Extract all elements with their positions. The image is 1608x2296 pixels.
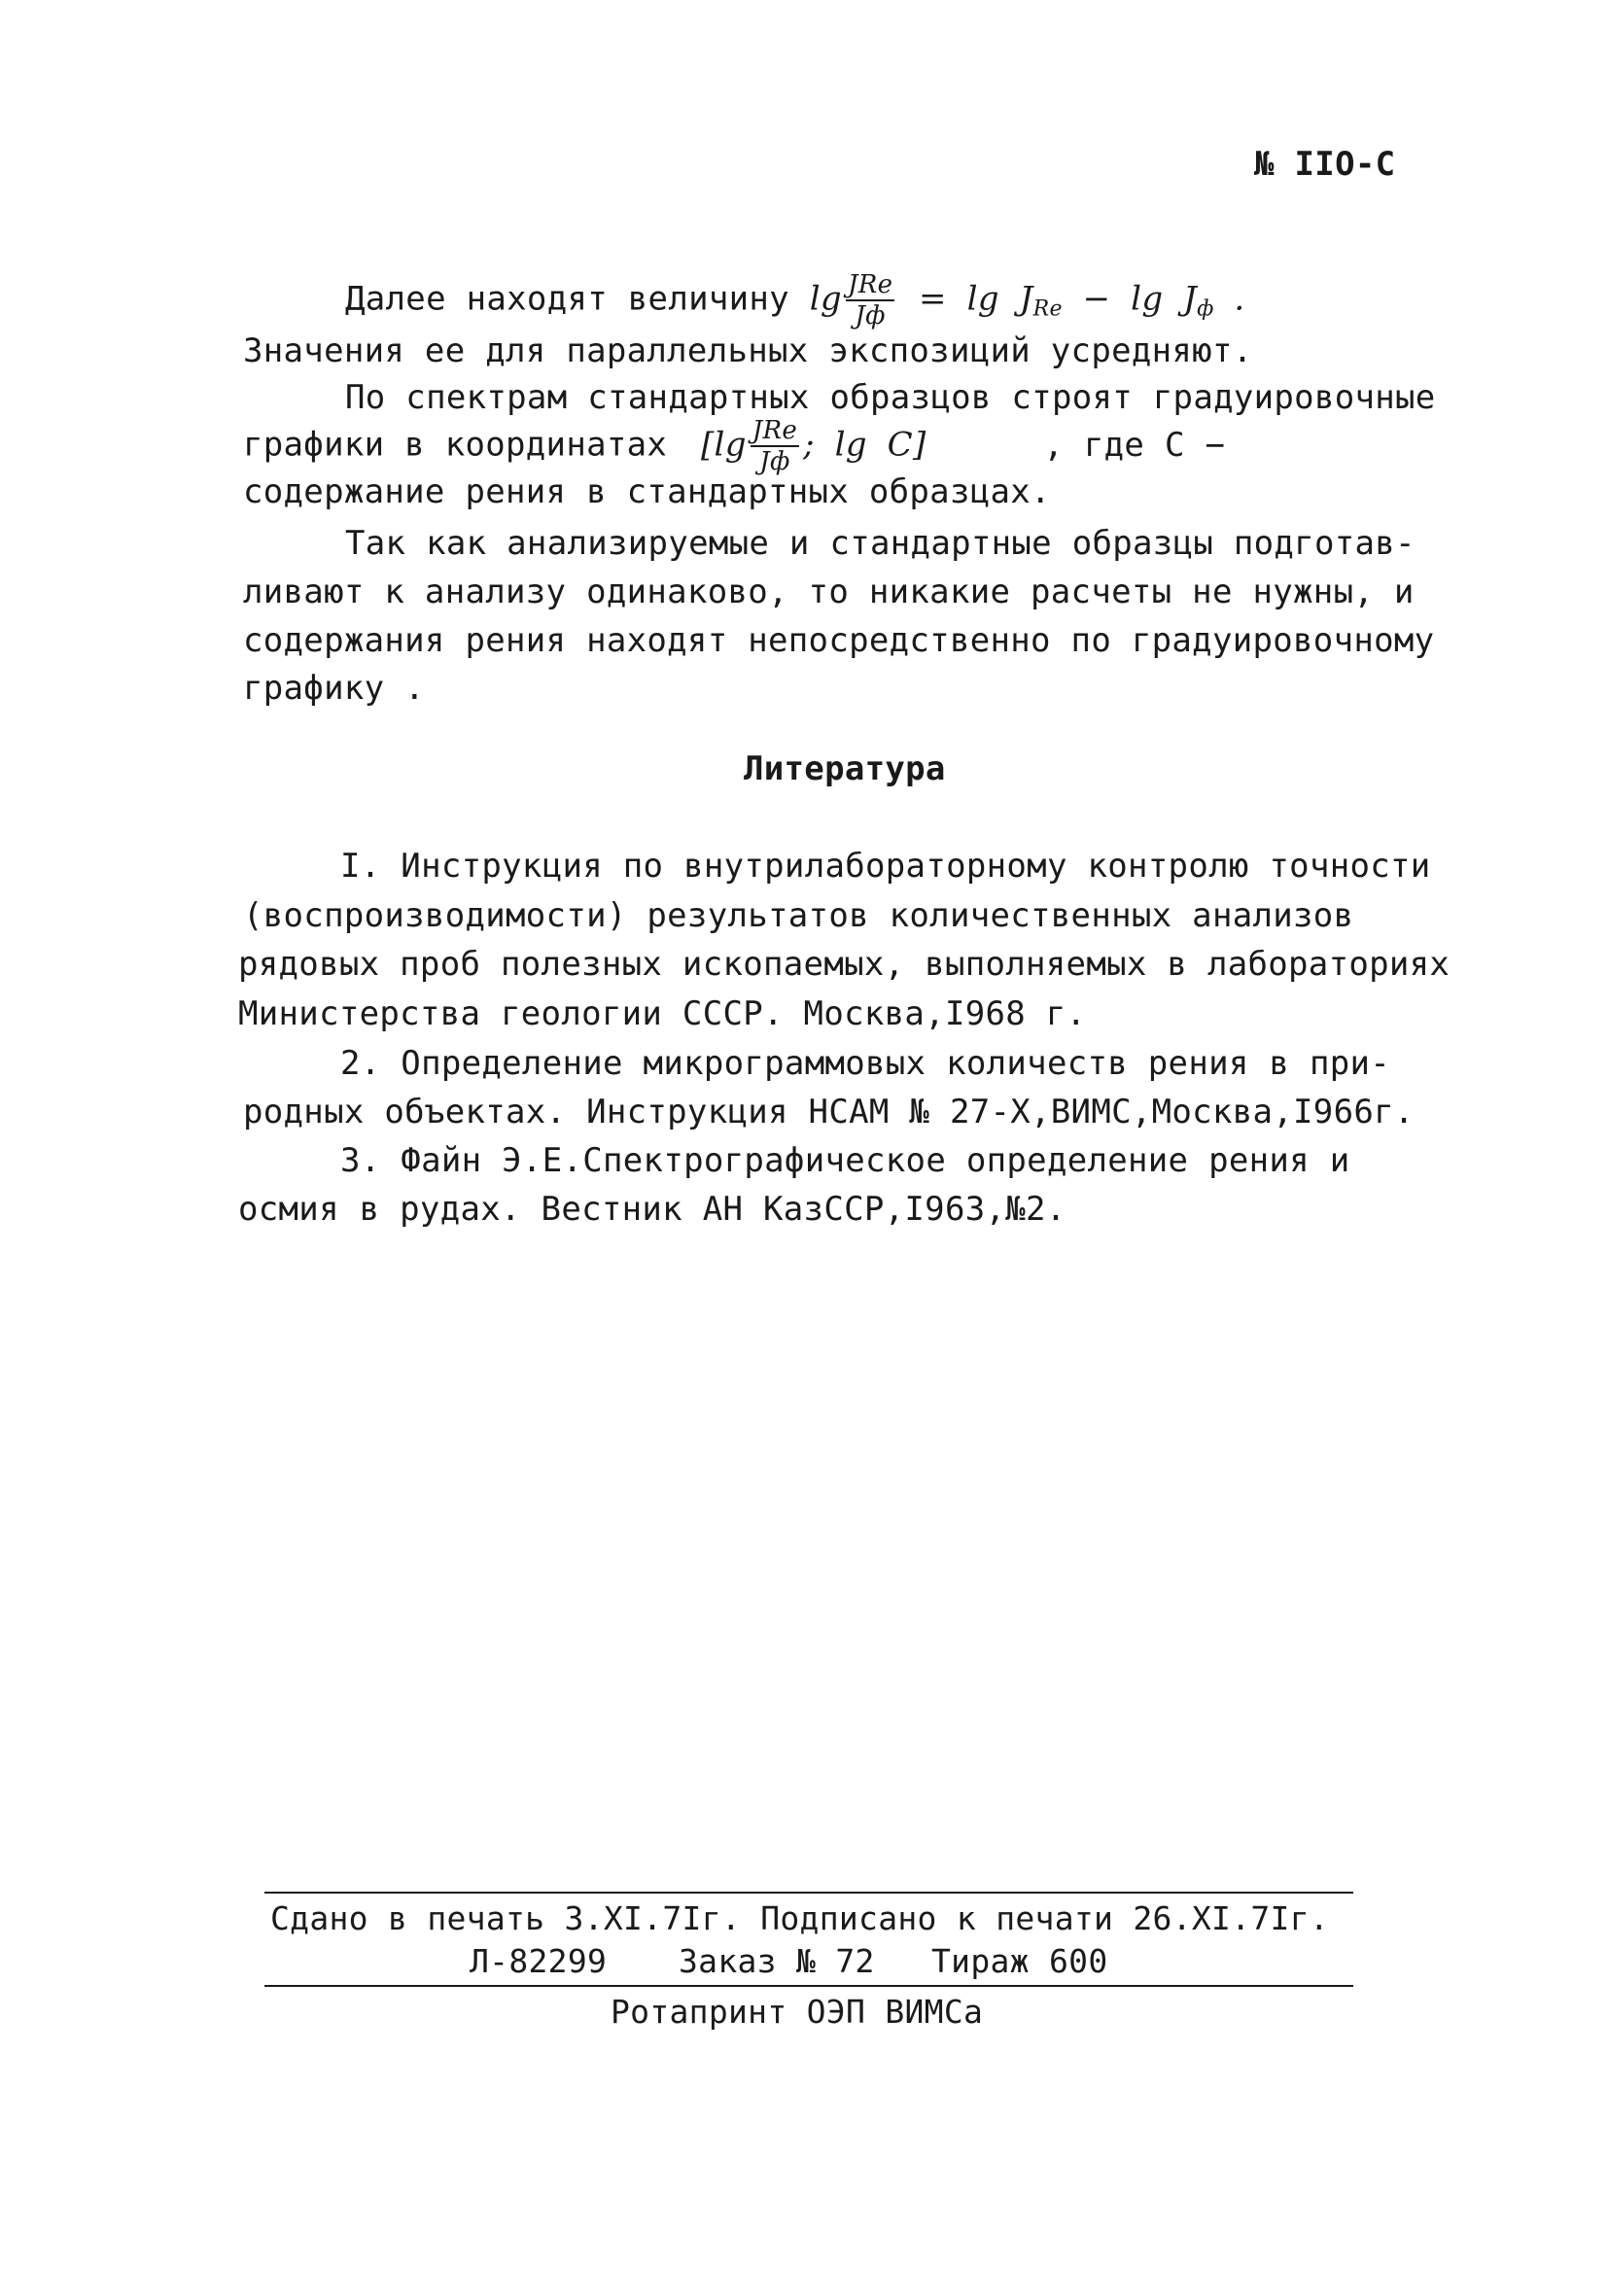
reference-2-line1: 2. Определение микрограммовых количеств рения в при- <box>340 1044 1391 1083</box>
coord-lg-2: lg <box>834 425 867 465</box>
coord-c: C <box>887 425 913 465</box>
coord-denominator: Јф <box>759 447 790 476</box>
imprint-print-run: Тираж 600 <box>931 1942 1108 1980</box>
imprint-line1: Сдано в печать 3.XI.7Iг. Подписано к печати 26.XI.7Iг. <box>270 1899 1330 1937</box>
formula-lg-3: lg <box>1131 279 1164 319</box>
reference-1-line3: рядовых проб полезных ископаемых, выполняемых в лабораториях <box>238 945 1451 984</box>
formula-denominator: Јф <box>855 301 886 330</box>
reference-3-line1: 3. Файн Э.Е.Спектрографическое определение рения и <box>340 1141 1350 1180</box>
formula-numerator: ЈRe <box>847 270 893 299</box>
imprint-top-rule <box>264 1892 1353 1894</box>
formula-equals: = <box>919 279 947 319</box>
coord-bracket-open: [ <box>700 425 715 465</box>
para3-line2: ливают к анализу одинаково, то никакие расчеты не нужны, и <box>243 573 1415 611</box>
para3-line4: графику . <box>243 669 425 708</box>
para1-line2: Значения ее для параллельных экспозиций усредняют. <box>243 331 1253 370</box>
formula-minus: − <box>1082 279 1111 319</box>
formula-period: . <box>1234 279 1245 319</box>
coord-numerator: ЈRe <box>752 416 798 445</box>
para2-line2-tail: , где С − <box>1043 425 1226 465</box>
formula-j-re: Ј <box>1019 279 1033 319</box>
imprint-order-number: Заказ № 72 <box>679 1942 875 1980</box>
reference-1-line4: Министерства геологии СССР. Москва,I968 г. <box>238 994 1087 1033</box>
para2-line1: По спектрам стандартных образцов строят градуировочные <box>345 378 1436 417</box>
literature-heading: Литература <box>744 749 946 788</box>
para2-line3: содержание рения в стандартных образцах. <box>243 472 1051 511</box>
formula-j-f: Ј <box>1183 279 1198 319</box>
coord-semicolon: ; <box>803 425 815 465</box>
page-number: № IIO-C <box>1254 145 1396 184</box>
reference-1-line2: (воспроизводимости) результатов количественных анализов <box>243 896 1354 935</box>
imprint-order-code: Л-82299 <box>470 1942 608 1980</box>
coord-bracket-close: ] <box>912 425 926 465</box>
reference-2-line2: родных объектах. Инструкция НСАМ № 27-Х,ВИМС,Москва,I966г. <box>243 1093 1415 1131</box>
imprint-bottom-rule <box>264 1985 1353 1987</box>
formula-fraction <box>846 272 894 329</box>
formula-lg-1: lg <box>809 279 842 319</box>
formula-sub-re: Re <box>1032 296 1063 322</box>
formula-lg-2: lg <box>966 279 999 319</box>
formula-lead-text: Далее находят величину <box>345 279 789 319</box>
formula-sub-f: ф <box>1197 296 1214 322</box>
para2-line2-text: графики в координатах <box>243 425 668 465</box>
para3-line3: содержания рения находят непосредственно по градуировочному <box>243 621 1435 660</box>
reference-1-line1: I. Инструкция по внутрилабораторному контролю точности <box>340 847 1431 886</box>
para3-line1: Так как анализируемые и стандартные образцы подготав- <box>345 524 1416 563</box>
para2-line2 <box>243 418 1225 474</box>
coord-fraction <box>751 418 799 474</box>
coord-lg-1: lg <box>714 425 747 465</box>
formula-line <box>345 272 1245 333</box>
imprint-line3: Ротапринт ОЭП ВИМСа <box>611 1993 984 2031</box>
reference-3-line2: осмия в рудах. Вестник АН КазССР,I963,№2. <box>238 1190 1066 1229</box>
